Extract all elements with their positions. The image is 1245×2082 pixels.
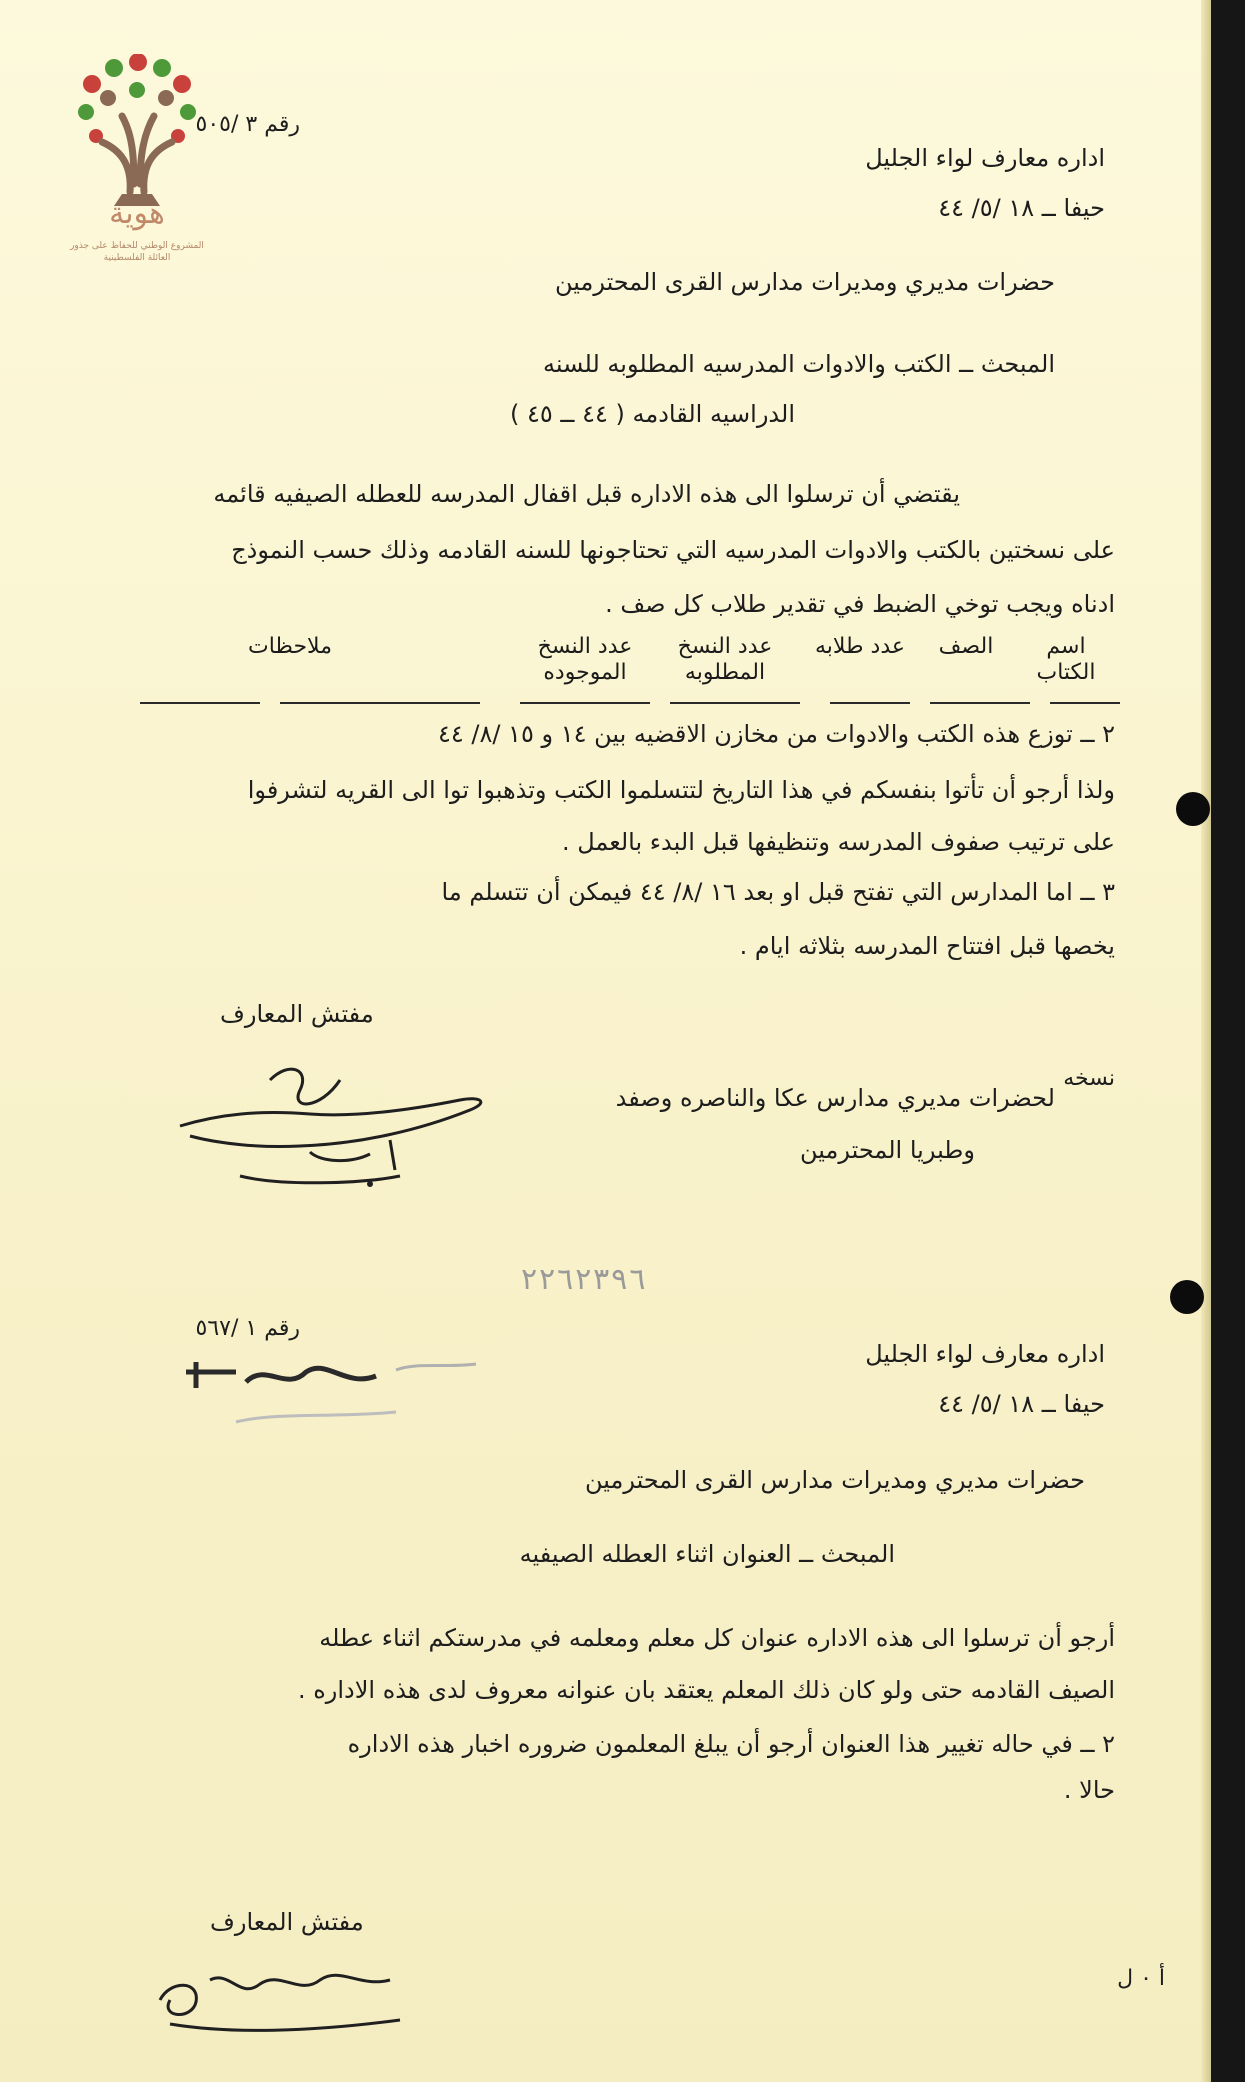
letter2-subject: المبحث ــ العنوان اثناء العطله الصيفيه [519, 1540, 895, 1568]
letter2-office: اداره معارف لواء الجليل [865, 1340, 1105, 1368]
punch-hole-bottom [1170, 1280, 1204, 1314]
archive-stamp-number: ٢٢٦٢٣٩٦ [520, 1262, 647, 1297]
table-header-students: عدد طلابه [814, 634, 906, 659]
letter2-signer-title: مفتش المعارف [210, 1908, 364, 1936]
scan-border [1211, 0, 1245, 2082]
letter1-subject-line1: المبحث ــ الكتب والادوات المدرسيه المطلوبه للسنه [543, 350, 1055, 378]
letter1-item2-line2: ولذا أرجو أن تأتوا بنفسكم في هذا التاريخ لتتسلموا الكتب وتذهبوا توا الى القريه لتشرفوا [247, 776, 1115, 804]
letter1-signer-title: مفتش المعارف [220, 1000, 374, 1028]
letter2-date: حيفا ــ ١٨ /٥/ ٤٤ [938, 1390, 1105, 1418]
letter1-date: حيفا ــ ١٨ /٥/ ٤٤ [938, 194, 1105, 222]
watermark-subtitle: المشروع الوطني للحفاظ على جذور العائلة الفلسطينية [70, 241, 204, 263]
letter2-signature [140, 1940, 430, 2050]
table-rule [280, 702, 480, 704]
table-header-copies-available: عدد النسخ الموجوده [537, 634, 633, 685]
letter2-body-line1: أرجو أن ترسلوا الى هذه الاداره عنوان كل معلم ومعلمه في مدرستكم اثناء عطله [319, 1624, 1115, 1652]
letter1-cc-label: نسخه [1063, 1066, 1115, 1091]
table-header-notes: ملاحظات [248, 634, 332, 659]
letter1-body-line1: يقتضي أن ترسلوا الى هذه الاداره قبل اقفال المدرسه للعطله الصيفيه قائمه [213, 480, 960, 508]
letter1-cc-line1: لحضرات مديري مدارس عكا والناصره وصفد [615, 1084, 1055, 1112]
letter1-item3-line1: ٣ ــ اما المدارس التي تفتح قبل او بعد ١٦ /٨/ ٤٤ فيمكن أن تتسلم ما [441, 878, 1115, 906]
letter1-reference: رقم ٣ /٥٠٥ [195, 112, 300, 137]
table-rule [670, 702, 800, 704]
table-header-book-name: اسم الكتاب [1036, 634, 1096, 685]
table-rule [140, 702, 260, 704]
letter1-item3-line2: يخصها قبل افتتاح المدرسه بثلاثه ايام . [739, 932, 1115, 960]
letter2-body-line2: الصيف القادمه حتى ولو كان ذلك المعلم يعتقد بان عنوانه معروف لدى هذه الاداره . [297, 1676, 1115, 1704]
letter1-body-line2: على نسختين بالكتب والادوات المدرسيه التي تحتاجونها للسنه القادمه وذلك حسب النموذج [231, 536, 1115, 564]
table-rule [520, 702, 650, 704]
table-header-grade: الصف [938, 634, 994, 659]
letter1-subject-line2: الدراسيه القادمه ( ٤٤ ــ ٤٥ ) [509, 400, 795, 428]
letter2-reference: رقم ١ /٥٦٧ [195, 1316, 300, 1341]
letter2-addressee: حضرات مديري ومديرات مدارس القرى المحترمين [584, 1466, 1085, 1494]
punch-hole-top [1176, 792, 1210, 826]
letter2-footer-mark: أ ٠ ل [1117, 1966, 1165, 1991]
letter2-ink-annotation [176, 1352, 496, 1448]
letter2-item2-line2: حالا . [1063, 1776, 1115, 1804]
letter1-signature [160, 1040, 500, 1190]
table-rule [930, 702, 1030, 704]
watermark-title: هوية [109, 196, 165, 231]
letter1-office: اداره معارف لواء الجليل [865, 144, 1105, 172]
table-header-copies-required: عدد النسخ المطلوبه [677, 634, 773, 685]
letter1-addressee: حضرات مديري ومديرات مدارس القرى المحترمين [554, 268, 1055, 296]
letter1-cc-line2: وطبريا المحترمين [800, 1136, 975, 1164]
table-rule [830, 702, 910, 704]
letter1-item2-line3: على ترتيب صفوف المدرسه وتنظيفها قبل البدء بالعمل . [561, 828, 1115, 856]
letter2-item2-line1: ٢ ــ في حاله تغيير هذا العنوان أرجو أن يبلغ المعلمون ضروره اخبار هذه الاداره [347, 1730, 1115, 1758]
paper-edge-shadow [1201, 0, 1211, 2082]
letter1-body-line3: ادناه ويجب توخي الضبط في تقدير طلاب كل صف . [605, 590, 1115, 618]
table-rule [1050, 702, 1120, 704]
letter1-item2-line1: ٢ ــ توزع هذه الكتب والادوات من مخازن الاقضيه بين ١٤ و ١٥ /٨/ ٤٤ [437, 720, 1115, 748]
